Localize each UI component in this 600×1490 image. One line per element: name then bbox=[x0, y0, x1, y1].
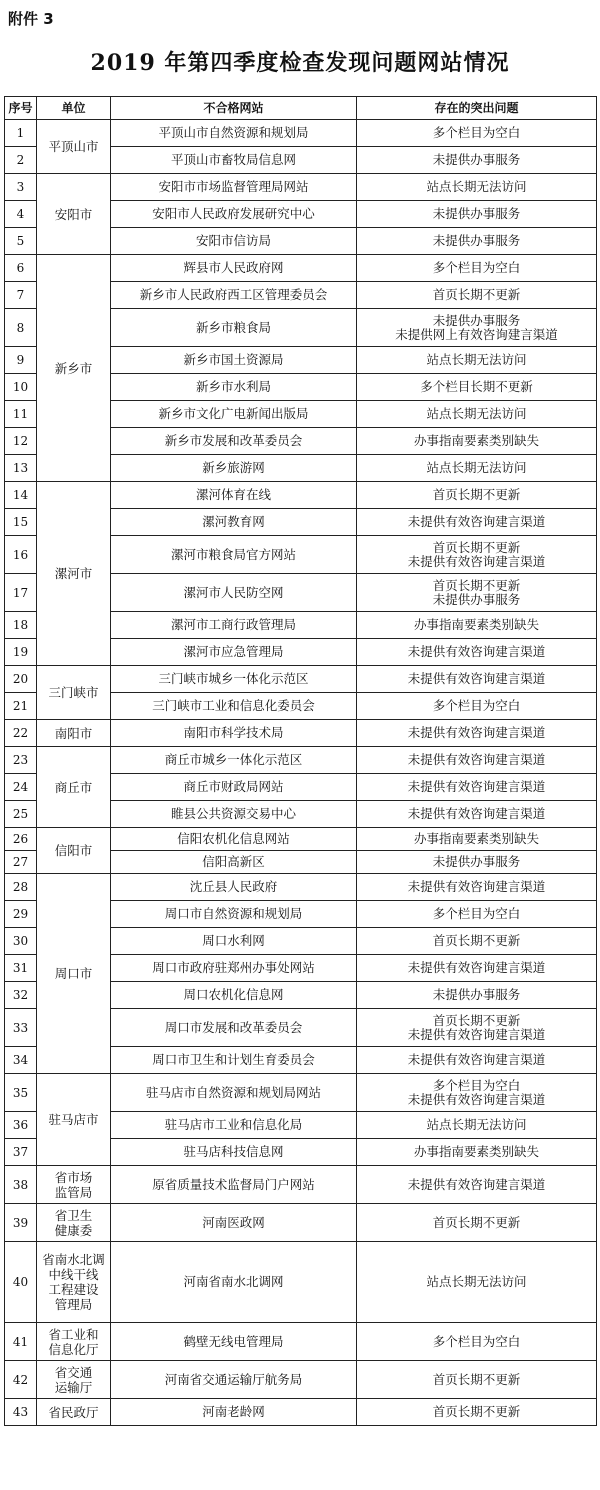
issue-cell bbox=[357, 693, 597, 720]
site-name: 平顶山市畜牧局信息网 bbox=[111, 147, 357, 174]
issue-cell bbox=[357, 1112, 597, 1139]
unit-name-line: 监管局 bbox=[54, 1184, 93, 1200]
row-index: 27 bbox=[5, 851, 37, 874]
site-name: 睢县公共资源交易中心 bbox=[111, 801, 357, 828]
issue-cell bbox=[357, 1361, 597, 1399]
site-name: 原省质量技术监督局门户网站 bbox=[111, 1166, 357, 1204]
table-row bbox=[5, 255, 597, 282]
site-name: 驻马店科技信息网 bbox=[111, 1139, 357, 1166]
row-index: 26 bbox=[5, 828, 37, 851]
issue-line: 未提供有效咨询建言渠道 bbox=[407, 1026, 546, 1042]
issue-cell bbox=[357, 774, 597, 801]
issue-cell bbox=[357, 374, 597, 401]
row-index: 41 bbox=[5, 1323, 37, 1361]
row-index: 36 bbox=[5, 1112, 37, 1139]
site-name: 平顶山市自然资源和规划局 bbox=[111, 120, 357, 147]
unit-name-line: 新乡市 bbox=[54, 360, 93, 376]
site-name: 信阳高新区 bbox=[111, 851, 357, 874]
unit-cell bbox=[37, 1242, 111, 1323]
issue-line: 办事指南要素类别缺失 bbox=[413, 433, 539, 448]
unit-cell bbox=[37, 1166, 111, 1204]
issue-line: 站点长期无法访问 bbox=[426, 1117, 527, 1132]
site-name: 沈丘县人民政府 bbox=[111, 874, 357, 901]
unit-name-line: 信息化厅 bbox=[48, 1341, 99, 1357]
site-name: 信阳农机化信息网站 bbox=[111, 828, 357, 851]
row-index: 28 bbox=[5, 874, 37, 901]
row-index: 22 bbox=[5, 720, 37, 747]
issue-line: 未提供有效咨询建言渠道 bbox=[407, 879, 546, 894]
issue-line: 未提供办事服务 bbox=[432, 854, 521, 869]
unit-cell bbox=[37, 720, 111, 747]
unit-cell bbox=[37, 120, 111, 174]
issue-line: 多个栏目为空白 bbox=[432, 1333, 521, 1349]
site-name: 河南省交通运输厅航务局 bbox=[111, 1361, 357, 1399]
site-name: 新乡市人民政府西工区管理委员会 bbox=[111, 282, 357, 309]
unit-cell bbox=[37, 1323, 111, 1361]
issue-cell bbox=[357, 201, 597, 228]
issue-cell bbox=[357, 666, 597, 693]
issue-cell bbox=[357, 747, 597, 774]
row-index: 11 bbox=[5, 401, 37, 428]
issue-line: 站点长期无法访问 bbox=[426, 406, 527, 421]
unit-name-line: 健康委 bbox=[54, 1222, 93, 1238]
table-row bbox=[5, 1399, 597, 1426]
row-index: 1 bbox=[5, 120, 37, 147]
site-name: 新乡市水利局 bbox=[111, 374, 357, 401]
row-index: 13 bbox=[5, 455, 37, 482]
unit-name-line: 省卫生 bbox=[54, 1207, 93, 1223]
site-name: 驻马店市工业和信息化局 bbox=[111, 1112, 357, 1139]
issue-line: 未提供办事服务 bbox=[432, 312, 521, 328]
table-row bbox=[5, 1242, 597, 1323]
issue-line: 未提供有效咨询建言渠道 bbox=[407, 960, 546, 975]
unit-name-line: 商丘市 bbox=[54, 779, 93, 795]
issue-line: 首页长期不更新 bbox=[432, 1404, 521, 1419]
site-name: 漯河教育网 bbox=[111, 509, 357, 536]
issue-line: 首页长期不更新 bbox=[432, 1371, 521, 1387]
row-index: 6 bbox=[5, 255, 37, 282]
unit-cell bbox=[37, 174, 111, 255]
table-row bbox=[5, 120, 597, 147]
issue-line: 未提供有效咨询建言渠道 bbox=[407, 514, 546, 529]
issue-cell bbox=[357, 1139, 597, 1166]
issue-cell bbox=[357, 1242, 597, 1323]
row-index: 3 bbox=[5, 174, 37, 201]
unit-name-line: 工程建设 bbox=[48, 1282, 99, 1297]
unit-name-line: 省民政厅 bbox=[48, 1404, 99, 1420]
row-index: 16 bbox=[5, 536, 37, 574]
site-name: 新乡市发展和改革委员会 bbox=[111, 428, 357, 455]
issue-cell bbox=[357, 509, 597, 536]
attachment-label: 附件 3 bbox=[8, 10, 54, 28]
unit-cell bbox=[37, 1361, 111, 1399]
unit-name-line: 三门峡市 bbox=[48, 685, 99, 700]
issue-line: 未提供办事服务 bbox=[432, 233, 521, 248]
issue-line: 首页长期不更新 bbox=[432, 287, 521, 302]
unit-name-line: 省交通 bbox=[54, 1364, 93, 1380]
issue-line: 首页长期不更新 bbox=[432, 539, 521, 555]
problem-sites-table bbox=[4, 96, 597, 1426]
table-row bbox=[5, 1361, 597, 1399]
issue-cell bbox=[357, 482, 597, 509]
site-name: 三门峡市城乡一体化示范区 bbox=[111, 666, 357, 693]
table-header-row bbox=[5, 97, 597, 120]
issue-cell bbox=[357, 851, 597, 874]
site-name: 辉县市人民政府网 bbox=[111, 255, 357, 282]
table-row bbox=[5, 720, 597, 747]
issue-line: 未提供有效咨询建言渠道 bbox=[407, 1052, 546, 1067]
unit-cell bbox=[37, 1074, 111, 1166]
issue-cell bbox=[357, 1323, 597, 1361]
issue-line: 未提供有效咨询建言渠道 bbox=[407, 725, 546, 740]
site-name: 周口水利网 bbox=[111, 928, 357, 955]
site-name: 周口市卫生和计划生育委员会 bbox=[111, 1047, 357, 1074]
row-index: 35 bbox=[5, 1074, 37, 1112]
row-index: 2 bbox=[5, 147, 37, 174]
issue-cell bbox=[357, 228, 597, 255]
issue-line: 多个栏目为空白 bbox=[432, 1077, 521, 1093]
unit-name-line: 驻马店市 bbox=[48, 1112, 99, 1127]
site-name: 鹤壁无线电管理局 bbox=[111, 1323, 357, 1361]
header-site: 不合格网站 bbox=[111, 97, 357, 120]
site-name: 安阳市人民政府发展研究中心 bbox=[111, 201, 357, 228]
issue-cell bbox=[357, 428, 597, 455]
table-row bbox=[5, 482, 597, 509]
row-index: 24 bbox=[5, 774, 37, 801]
issue-cell bbox=[357, 901, 597, 928]
issue-cell bbox=[357, 955, 597, 982]
unit-cell bbox=[37, 1399, 111, 1426]
site-name: 周口农机化信息网 bbox=[111, 982, 357, 1009]
issue-cell bbox=[357, 282, 597, 309]
row-index: 21 bbox=[5, 693, 37, 720]
issue-cell bbox=[357, 1399, 597, 1426]
issue-cell bbox=[357, 255, 597, 282]
row-index: 17 bbox=[5, 574, 37, 612]
row-index: 38 bbox=[5, 1166, 37, 1204]
site-name: 安阳市市场监督管理局网站 bbox=[111, 174, 357, 201]
site-name: 新乡市文化广电新闻出版局 bbox=[111, 401, 357, 428]
unit-name-line: 信阳市 bbox=[54, 843, 93, 858]
issue-cell bbox=[357, 720, 597, 747]
site-name: 新乡旅游网 bbox=[111, 455, 357, 482]
unit-cell bbox=[37, 1204, 111, 1242]
row-index: 23 bbox=[5, 747, 37, 774]
row-index: 5 bbox=[5, 228, 37, 255]
issue-line: 站点长期无法访问 bbox=[426, 1274, 527, 1289]
row-index: 34 bbox=[5, 1047, 37, 1074]
issue-line: 首页长期不更新 bbox=[432, 577, 521, 593]
issue-cell bbox=[357, 1204, 597, 1242]
table-row bbox=[5, 747, 597, 774]
issue-line: 未提供办事服务 bbox=[432, 987, 521, 1002]
site-name: 周口市发展和改革委员会 bbox=[111, 1009, 357, 1047]
row-index: 7 bbox=[5, 282, 37, 309]
issue-line: 多个栏目长期不更新 bbox=[420, 379, 533, 394]
issue-cell bbox=[357, 1047, 597, 1074]
issue-cell bbox=[357, 309, 597, 347]
issue-line: 首页长期不更新 bbox=[432, 933, 521, 948]
site-name: 漯河体育在线 bbox=[111, 482, 357, 509]
row-index: 20 bbox=[5, 666, 37, 693]
site-name: 南阳市科学技术局 bbox=[111, 720, 357, 747]
table-row bbox=[5, 174, 597, 201]
issue-cell bbox=[357, 982, 597, 1009]
site-name: 安阳市信访局 bbox=[111, 228, 357, 255]
row-index: 43 bbox=[5, 1399, 37, 1426]
issue-line: 站点长期无法访问 bbox=[426, 460, 527, 475]
issue-line: 首页长期不更新 bbox=[432, 1214, 521, 1230]
page-title: 2019 年第四季度检查发现问题网站情况 bbox=[90, 50, 510, 76]
unit-name-line: 运输厅 bbox=[54, 1379, 93, 1395]
row-index: 30 bbox=[5, 928, 37, 955]
row-index: 37 bbox=[5, 1139, 37, 1166]
row-index: 25 bbox=[5, 801, 37, 828]
site-name: 驻马店市自然资源和规划局网站 bbox=[111, 1074, 357, 1112]
issue-line: 未提供办事服务 bbox=[432, 152, 521, 167]
site-name: 河南老龄网 bbox=[111, 1399, 357, 1426]
row-index: 19 bbox=[5, 639, 37, 666]
row-index: 29 bbox=[5, 901, 37, 928]
unit-name-line: 省市场 bbox=[54, 1169, 93, 1185]
site-name: 三门峡市工业和信息化委员会 bbox=[111, 693, 357, 720]
issue-line: 未提供有效咨询建言渠道 bbox=[407, 644, 546, 659]
site-name: 漯河市粮食局官方网站 bbox=[111, 536, 357, 574]
issue-cell bbox=[357, 174, 597, 201]
issue-line: 未提供办事服务 bbox=[432, 206, 521, 221]
issue-line: 站点长期无法访问 bbox=[426, 179, 527, 194]
unit-name-line: 中线干线 bbox=[48, 1267, 99, 1282]
row-index: 8 bbox=[5, 309, 37, 347]
issue-line: 未提供有效咨询建言渠道 bbox=[407, 553, 546, 569]
issue-line: 未提供有效咨询建言渠道 bbox=[407, 1091, 546, 1107]
row-index: 12 bbox=[5, 428, 37, 455]
site-name: 商丘市财政局网站 bbox=[111, 774, 357, 801]
issue-line: 未提供有效咨询建言渠道 bbox=[407, 752, 546, 767]
row-index: 32 bbox=[5, 982, 37, 1009]
row-index: 14 bbox=[5, 482, 37, 509]
issue-cell bbox=[357, 928, 597, 955]
site-name: 河南医政网 bbox=[111, 1204, 357, 1242]
issue-cell bbox=[357, 1166, 597, 1204]
row-index: 18 bbox=[5, 612, 37, 639]
site-name: 河南省南水北调网 bbox=[111, 1242, 357, 1323]
unit-name-line: 省工业和 bbox=[48, 1326, 99, 1342]
unit-name-line: 平顶山市 bbox=[48, 139, 99, 154]
issue-cell bbox=[357, 536, 597, 574]
issue-cell bbox=[357, 828, 597, 851]
unit-name-line: 周口市 bbox=[54, 966, 93, 981]
unit-name-line: 安阳市 bbox=[54, 206, 93, 222]
row-index: 33 bbox=[5, 1009, 37, 1047]
issue-cell bbox=[357, 120, 597, 147]
issue-cell bbox=[357, 1074, 597, 1112]
site-name: 商丘市城乡一体化示范区 bbox=[111, 747, 357, 774]
issue-line: 未提供有效咨询建言渠道 bbox=[407, 806, 546, 821]
unit-name-line: 管理局 bbox=[54, 1297, 93, 1312]
table-row bbox=[5, 874, 597, 901]
issue-line: 办事指南要素类别缺失 bbox=[413, 831, 539, 846]
issue-line: 多个栏目为空白 bbox=[432, 698, 521, 713]
issue-line: 多个栏目为空白 bbox=[432, 260, 521, 275]
issue-cell bbox=[357, 347, 597, 374]
table-body bbox=[5, 120, 597, 1426]
unit-name-line: 漯河市 bbox=[54, 566, 93, 581]
issue-line: 未提供有效咨询建言渠道 bbox=[407, 779, 546, 794]
row-index: 40 bbox=[5, 1242, 37, 1323]
row-index: 10 bbox=[5, 374, 37, 401]
table-row bbox=[5, 666, 597, 693]
unit-cell bbox=[37, 874, 111, 1074]
unit-cell bbox=[37, 747, 111, 828]
site-name: 漯河市应急管理局 bbox=[111, 639, 357, 666]
issue-line: 未提供有效咨询建言渠道 bbox=[407, 671, 546, 686]
issue-cell bbox=[357, 574, 597, 612]
row-index: 31 bbox=[5, 955, 37, 982]
site-name: 漯河市人民防空网 bbox=[111, 574, 357, 612]
issue-line: 多个栏目为空白 bbox=[432, 125, 521, 140]
issue-cell bbox=[357, 801, 597, 828]
row-index: 42 bbox=[5, 1361, 37, 1399]
site-name: 新乡市国土资源局 bbox=[111, 347, 357, 374]
unit-cell bbox=[37, 255, 111, 482]
issue-line: 多个栏目为空白 bbox=[432, 906, 521, 921]
table-row bbox=[5, 1204, 597, 1242]
site-name: 周口市自然资源和规划局 bbox=[111, 901, 357, 928]
row-index: 15 bbox=[5, 509, 37, 536]
site-name: 周口市政府驻郑州办事处网站 bbox=[111, 955, 357, 982]
issue-cell bbox=[357, 147, 597, 174]
issue-cell bbox=[357, 874, 597, 901]
issue-cell bbox=[357, 612, 597, 639]
header-issue: 存在的突出问题 bbox=[357, 97, 597, 120]
issue-cell bbox=[357, 639, 597, 666]
unit-cell bbox=[37, 666, 111, 720]
unit-name-line: 省南水北调 bbox=[42, 1252, 105, 1267]
table-row bbox=[5, 1323, 597, 1361]
issue-cell bbox=[357, 455, 597, 482]
issue-cell bbox=[357, 401, 597, 428]
row-index: 39 bbox=[5, 1204, 37, 1242]
header-unit: 单位 bbox=[37, 97, 111, 120]
table-row bbox=[5, 1166, 597, 1204]
issue-line: 未提供网上有效咨询建言渠道 bbox=[395, 326, 558, 342]
issue-line: 办事指南要素类别缺失 bbox=[413, 617, 539, 632]
issue-line: 办事指南要素类别缺失 bbox=[413, 1144, 539, 1159]
table-row bbox=[5, 1074, 597, 1112]
issue-line: 站点长期无法访问 bbox=[426, 352, 527, 367]
site-name: 漯河市工商行政管理局 bbox=[111, 612, 357, 639]
issue-line: 未提供办事服务 bbox=[432, 591, 521, 607]
issue-cell bbox=[357, 1009, 597, 1047]
row-index: 9 bbox=[5, 347, 37, 374]
issue-line: 首页长期不更新 bbox=[432, 487, 521, 502]
issue-line: 未提供有效咨询建言渠道 bbox=[407, 1176, 546, 1192]
site-name: 新乡市粮食局 bbox=[111, 309, 357, 347]
row-index: 4 bbox=[5, 201, 37, 228]
unit-cell bbox=[37, 482, 111, 666]
unit-name-line: 南阳市 bbox=[54, 725, 93, 741]
issue-line: 首页长期不更新 bbox=[432, 1012, 521, 1028]
unit-cell bbox=[37, 828, 111, 874]
table-row bbox=[5, 828, 597, 851]
header-index: 序号 bbox=[5, 97, 37, 120]
